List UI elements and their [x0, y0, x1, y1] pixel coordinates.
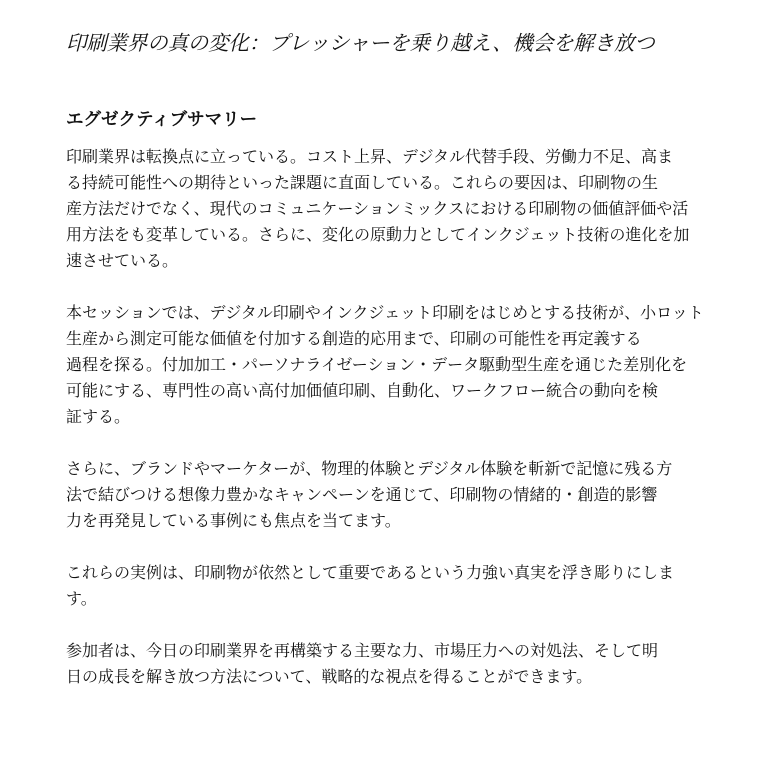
paragraph-line: 可能にする、専門性の高い高付加価値印刷、自動化、ワークフロー統合の動向を検	[66, 381, 659, 400]
document-title: 印刷業界の真の変化：プレッシャーを乗り越え、機会を解き放つ	[66, 31, 655, 55]
summary-paragraph-3	[66, 456, 716, 534]
summary-paragraph-5	[66, 638, 716, 690]
paragraph-line: 参加者は、今日の印刷業界を再構築する主要な力、市場圧力への対処法、そして明	[66, 641, 659, 660]
paragraph-line: これらの実例は、印刷物が依然として重要であるという力強い真実を浮き彫りにしま	[66, 563, 675, 582]
paragraph-line: 用方法をも変革している。さらに、変化の原動力としてインクジェット技術の進化を加	[66, 225, 690, 244]
paragraph-line: 力を再発見している事例にも焦点を当てます。	[66, 511, 401, 530]
summary-body	[66, 144, 730, 690]
paragraph-line: 過程を探る。付加加工・パーソナライゼーション・データ駆動型生産を通じた差別化を	[66, 355, 688, 374]
paragraph-line: 速させている。	[66, 251, 179, 270]
section-heading-executive-summary: エグゼクティブサマリー	[66, 110, 258, 130]
paragraph-line: 産方法だけでなく、現代のコミュニケーションミックスにおける印刷物の価値評価や活	[66, 199, 689, 218]
paragraph-line: 印刷業界は転換点に立っている。コスト上昇、デジタル代替手段、労働力不足、高ま	[66, 147, 674, 166]
summary-paragraph-1	[66, 144, 716, 274]
paragraph-line: 生産から測定可能な価値を付加する創造的応用まで、印刷の可能性を再定義する	[66, 329, 642, 348]
paragraph-line: 日の成長を解き放つ方法について、戦略的な視点を得ることができます。	[66, 667, 593, 686]
paragraph-line: 本セッションでは、デジタル印刷やインクジェット印刷をはじめとする技術が、小ロット	[66, 303, 704, 322]
paragraph-line: さらに、ブランドやマーケターが、物理的体験とデジタル体験を斬新で記憶に残る方	[66, 459, 673, 478]
summary-paragraph-2	[66, 300, 716, 430]
summary-paragraph-4	[66, 560, 716, 612]
paragraph-line: る持続可能性への期待といった課題に直面している。これらの要因は、印刷物の生	[66, 173, 659, 192]
paragraph-line: 証する。	[66, 407, 131, 426]
paragraph-line: す。	[66, 589, 97, 608]
paragraph-line: 法で結びつける想像力豊かなキャンペーンを通じて、印刷物の情緒的・創造的影響	[66, 485, 658, 504]
